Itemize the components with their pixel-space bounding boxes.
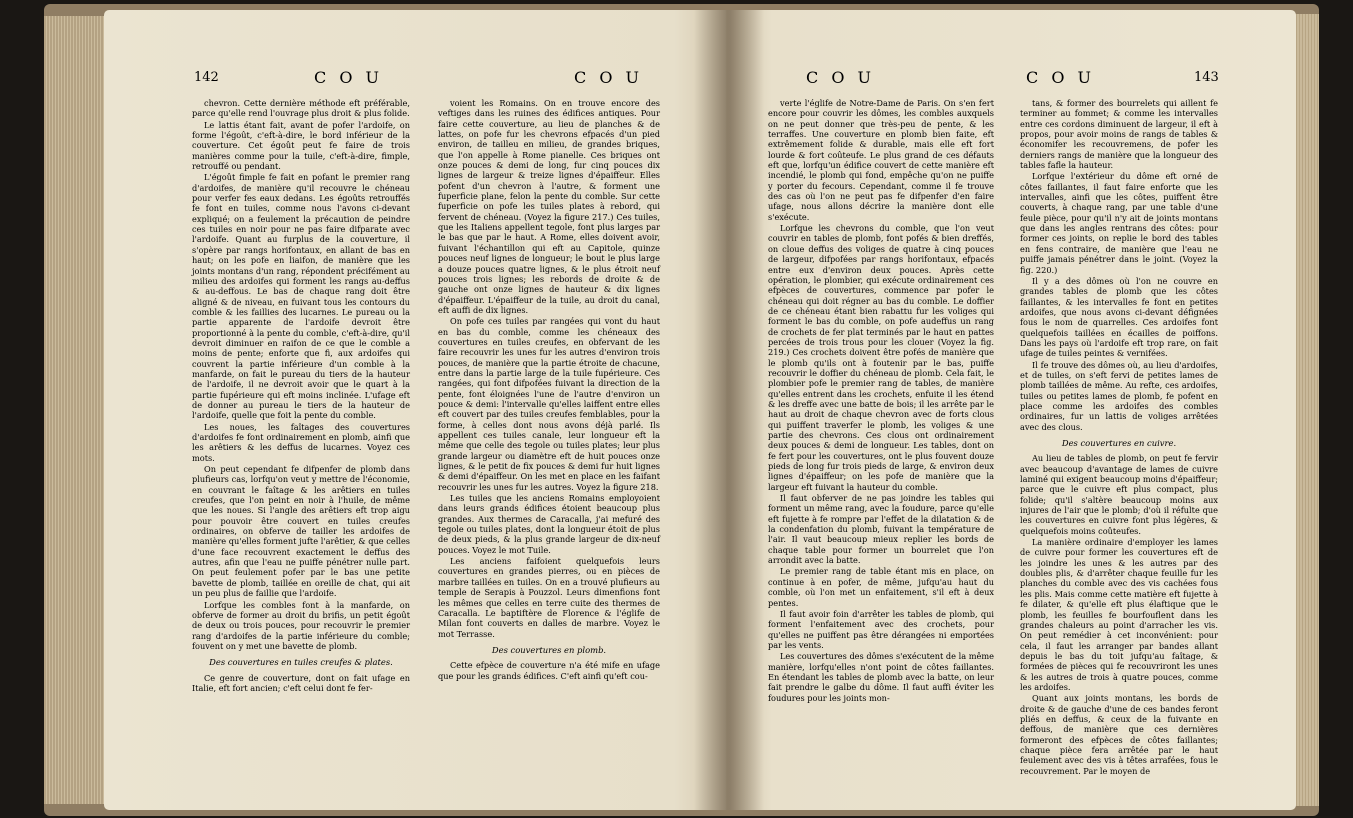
- text-column: [1020, 98, 1218, 777]
- paragraph: Le lattis étant fait, avant de pofer l'ardoife, on forme l'égoût, c'eft-à-dire, le bord inférieur de la couverture. Cet égoût peut fe faire de trois manières comme pour la tuile, c'eft-à-dire, fimple, retrouffé ou pendant.: [192, 119, 410, 172]
- page-edges-left: [44, 16, 104, 804]
- column-body: [1020, 98, 1218, 776]
- paragraph: Les couvertures des dômes s'exécutent de la même manière, lorfqu'elles n'ont point de côtes faillantes. En étendant les tables de plomb avec la batte, on leur fait prendre le galbe du dôme. Il faut auffi éviter les foudures pour les joints mon-: [768, 651, 994, 703]
- right-page: [726, 10, 1296, 810]
- left-page: [104, 10, 738, 810]
- running-header: C O U: [1026, 68, 1096, 87]
- paragraph: Les tuiles que les anciens Romains employoient dans leurs grands édifices étoient beaucoup plus grandes. Aux thermes de Caracalla, j'ai mefuré des tegole ou tuiles plates, dont la longueur étoit de plus de deux pieds, & la plus grande largeur de dix-neuf pouces. Voyez le mot Tuile.: [438, 493, 660, 555]
- running-header: C O U: [806, 68, 876, 87]
- running-header: C O U: [574, 68, 644, 87]
- paragraph: Lorfque les chevrons du comble, que l'on veut couvrir en tables de plomb, font pofés & bien dreffés, on cloue deffus des voliges de quatre à cinq pouces de largeur, difpofées par rangs horifontaux, efpacés entre eux d'environ deux pouces. Après cette opération, le plombier, qui exécute ordinairement ces efpèces de couvertures, commence par pofer le chéneau qui doit régner au bas du comble. Le doffier de ce chéneau étant bien rabattu fur les voliges qui forment le bas du comble, on pofe audeffus un rang de crochets de fer plat terminés par le haut en pattes percées de trois trous pour les clouer (Voyez la fig. 219.) Ces crochets doivent être pofés de manière que le plomb qu'ils ont à foutenir par le bas, puiffe recouvrir le doffier du chéneau de plomb. Cela fait, le plombier pofe le premier rang de tables, de manière qu'elles entrent dans les crochets, enfuite il les étend & les dreffe avec une batte de bois; il les arrête par le haut au droit de chaque chevron avec de forts clous qui puiffent traverfer le plomb, les voliges & une partie des chevrons. Ces clous ont ordinairement deux pouces & demi de longueur. Les tables, dont on fe fert pour les couvertures, ont le plus fouvent douze pieds de long fur trois pieds de large, & environ deux lignes d'épaiffeur; on les pofe de manière que la largeur eft fuivant la hauteur du comble.: [768, 223, 994, 492]
- paragraph: Cette efpèce de couverture n'a été mife en ufage que pour les grands édifices. C'eft ainfi qu'eft cou-: [438, 660, 660, 681]
- section-heading: Des couvertures en tuiles creufes & plates.: [209, 657, 393, 668]
- paragraph: On pofe ces tuiles par rangées qui vont du haut en bas du comble, comme les chéneaux des couvertures en tuiles creufes, en obfervant de les faire recouvrir les unes fur les autres d'environ trois pouces, de manière que la partie étroite de chacune, entre dans la partie large de la tuile fupérieure. Ces rangées, qui font difpofées fuivant la direction de la pente, font éloignées l'une de l'autre d'environ un pouce & demi: l'intervalle qu'elles laiffent entre elles eft couvert par des tuiles creufes femblables, pour la forme, à celles dont nous avons déjà parlé. Ils appellent ces tuiles canale, leur longueur eft la même que celle des tegole ou tuiles plates; leur plus grande largeur ou diamètre eft de huit pouces onze lignes, & le petit de fix pouces & demi fur huit lignes & demi d'épaiffeur. On les met en place en les faifant recouvrir les unes fur les autres. Voyez la figure 218.: [438, 316, 660, 492]
- paragraph: Quant aux joints montans, les bords de droite & de gauche d'une de ces bandes feront pliés en deffus, & ceux de la fuivante en deffous, de manière que ces dernières formeront des efpèces de côtes faillantes; chaque pièce fera arrêtée par le haut feulement avec des vis à têtes arrafées, fous le recouvrement. Par le moyen de: [1020, 693, 1218, 776]
- book-gutter: [694, 10, 764, 810]
- paragraph: voient les Romains. On en trouve encore des veftiges dans les ruines des édifices antiques. Pour faire cette couverture, au lieu de planches & de lattes, on pofe fur les chevrons efpacés d'un pied environ, de tailleu en milieu, de grandes briques, que l'on appelle à Rome pianelle. Ces briques ont onze pouces & demi de long, fur cinq pouces dix lignes de largeur & treize lignes d'épaiffeur. Elles pofent d'un chevron à l'autre, & forment une fuperficie plane, felon la pente du comble. Sur cette fuperficie on pofe les tuiles plates à rebord, qui fervent de chéneau. (Voyez la figure 217.) Ces tuiles, que les Italiens appellent tegole, font plus larges par le bas que par le haut. A Rome, elles doivent avoir, fuivant l'échantillon qui eft au Capitole, quinze pouces neuf lignes de longueur; le bout le plus large a douze pouces quatre lignes, & le plus étroit neuf pouces trois lignes; les rebords de droite & de gauche ont onze lignes de hauteur & dix lignes d'épaiffeur. L'épaiffeur de la tuile, au droit du canal, eft auffi de dix lignes.: [438, 98, 660, 315]
- paragraph: Il faut avoir foin d'arrêter les tables de plomb, qui forment l'enfaitement avec des crochets, pour qu'elles ne puiffent pas être dérangées ni emportées par les vents.: [768, 608, 994, 650]
- open-book: [44, 4, 1319, 816]
- paragraph: Les noues, les faîtages des couvertures d'ardoifes fe font ordinairement en plomb, ainfi que les arêtiers & les deffus de lucarnes. Voyez ces mots.: [192, 421, 410, 463]
- text-column: [192, 98, 410, 694]
- section-heading: Des couvertures en cuivre.: [1061, 438, 1177, 448]
- paragraph: Ce genre de couverture, dont on fait ufage en Italie, eft fort ancien; c'eft celui dont fe fer-: [192, 672, 410, 693]
- running-header: C O U: [314, 68, 384, 87]
- column-body: [192, 98, 410, 693]
- paragraph: L'égoût fimple fe fait en pofant le premier rang d'ardoifes, de manière qu'il recouvre le chéneau pour verfer fes eaux dedans. Les égoûts retrouffés fe font en tuiles, comme nous l'avons ci-devant expliqué; on a feulement la précaution de peindre ces tuiles en noir pour ne pas faire difparate avec l'ardoife. Quant au furplus de la couverture, il s'opère par rangs horifontaux, en allant de bas en haut; on les pofe en liaifon, de manière que les joints montans d'un rang, répondent précifément au milieu des ardoifes qui forment les rangs au-deffus & au-deffous. Le bas de chaque rang doit être aligné & de niveau, en fuivant tous les contours du comble & les faillies des lucarnes. Le pureau ou la partie apparente de l'ardoife devroit être proportionné à la pente du comble, c'eft-à-dire, qu'il devroit diminuer en raifon de ce que le comble a moins de pente; enforte que fi, aux ardoifes qui couvrent la partie inférieure d'un comble à la manfarde, on fait le pureau du tiers de la hauteur de l'ardoife, il ne devroit avoir que le quart à la partie fupérieure qui eft moins inclinée. L'ufage eft de donner au pureau le tiers de la hauteur de l'ardoife, quelle que foit la pente du comble.: [192, 172, 410, 421]
- paragraph: Lorfque les combles font à la manfarde, on obferve de former au droit du brifis, un petit égoût de deux ou trois pouces, pour recouvrir le premier rang d'ardoifes de la partie inférieure du comble; fouvent on y met une bavette de plomb.: [192, 599, 410, 651]
- paragraph: La manière ordinaire d'employer les lames de cuivre pour former les couvertures eft de les joindre les unes & les autres par des doubles plis, & d'arrêter chaque feuille fur les planches du comble avec des vis cachées fous les plis. Mais comme cette matière eft fujette à fe dilater, & qu'elle eft plus élaftique que le plomb, les feuilles fe bourfouflent dans les grandes chaleurs au point d'arracher les vis. On peut remédier à cet inconvénient: pour cela, il faut les arranger par bandes allant depuis le bas du toit jufqu'au faîtage, & formées de pièces qui fe recouvriront les unes & les autres de trois à quatre pouces, comme les ardoifes.: [1020, 537, 1218, 692]
- paragraph: Au lieu de tables de plomb, on peut fe fervir avec beaucoup d'avantage de lames de cuivre laminé qui exigent beaucoup moins d'épaiffeur; parce que le cuivre eft plus compact, plus folide; qu'il s'altère beaucoup moins aux injures de l'air que le plomb; d'où il réfulte que les couvertures en cuivre font plus légères, & quelquefois moins coûteufes.: [1020, 453, 1218, 536]
- text-column: [768, 98, 994, 704]
- paragraph: chevron. Cette dernière méthode eft préférable, parce qu'elle rend l'ouvrage plus droit & plus folide.: [192, 98, 410, 119]
- page-number: 142: [194, 70, 219, 85]
- paragraph: On peut cependant fe difpenfer de plomb dans plufieurs cas, lorfqu'on veut y mettre de l'économie, en couvrant le faîtage & les arêtiers en tuiles creufes, que l'on peint en noir à l'huile, de même que les noues. Si l'angle des arêtiers eft trop aigu pour pouvoir être couvert en tuiles creufes ordinaires, on obferve de tailler les ardoifes de manière qu'elles forment jufte l'arêtier, & que celles d'une face recouvrent exactement le deffus des autres, afin que l'eau ne puiffe pénétrer nulle part. On peut feulement pofer par le bas une petite bavette de plomb, taillée en oreille de chat, qui ait un peu plus de faillie que l'ardoife.: [192, 464, 410, 599]
- paragraph: Il y a des dômes où l'on ne couvre en grandes tables de plomb que les côtes faillantes, & les intervalles fe font en petites ardoifes, que nous avons ci-devant défignées fous le nom de quarrelles. Ces ardoifes font quelquefois taillées en écailles de poiffons. Dans les pays où l'ardoife eft trop rare, on fait ufage de tuiles peintes & vernifées.: [1020, 275, 1218, 359]
- paragraph: Le premier rang de table étant mis en place, on continue à en pofer, de même, jufqu'au haut du comble, où l'on met un enfaitement, s'il eft à deux pentes.: [768, 566, 994, 608]
- column-body: [438, 98, 660, 681]
- paragraph: tans, & former des bourrelets qui aillent fe terminer au fommet; & comme les intervalles entre ces cordons diminuent de largeur, il eft à propos, pour avoir moins de rangs de tables & économifer les recouvremens, de pofer les derniers rangs de manière que la longueur des tables fafle la hauteur.: [1020, 98, 1218, 171]
- paragraph: Il fe trouve des dômes où, au lieu d'ardoifes, et de tuiles, on s'eft fervi de petites lames de plomb taillées de même. Au refte, ces ardoifes, tuiles ou petites lames de plomb, fe pofent en place comme les ardoifes des combles ordinaires, fur un lattis de voliges arrêtées avec des clous.: [1020, 359, 1218, 432]
- paragraph: Les anciens faifoient quelquefois leurs couvertures en grandes pierres, ou en pièces de marbre taillées en tuiles. On en a trouvé plufieurs au temple de Serapis à Pouzzol. Leurs dimenfions font les mêmes que celles en terre cuite des thermes de Caracalla. Le baptiftère de Florence & l'églife de Milan font couverts en dalles de marbre. Voyez le mot Terrasse.: [438, 556, 660, 639]
- text-column: [438, 98, 660, 682]
- paragraph: Lorfque l'extérieur du dôme eft orné de côtes faillantes, il faut faire enforte que les intervalles, ainfi que les côtes, puiffent être couverts, à chaque rang, par une table d'une feule pièce, pour qu'il n'y ait de joints montans que dans les angles rentrans des côtes: pour former ces joints, on replie le bord des tables en fens contraire, de manière que l'eau ne puiffe jamais pénétrer dans le joint. (Voyez la fig. 220.): [1020, 171, 1218, 275]
- paragraph: Il faut obferver de ne pas joindre les tables qui forment un même rang, avec la foudure, parce qu'elle eft fujette à fe rompre par l'effet de la dilatation & de la condenfation du plomb, fuivant la température de l'air. Il vaut beaucoup mieux replier les bords de chaque table pour former un bourrelet que l'on arrondit avec la batte.: [768, 493, 994, 566]
- page-number: 143: [1194, 70, 1219, 85]
- section-heading: Des couvertures en plomb.: [491, 644, 607, 655]
- column-body: [768, 98, 994, 703]
- paragraph: verte l'églife de Notre-Dame de Paris. On s'en fert encore pour couvrir les dômes, les combles auxquels on ne peut donner que très-peu de pente, & les terraffes. Une couverture en plomb bien faite, eft extrêmement folide & durable, mais elle eft fort lourde & fort coûteufe. Le plus grand de ces défauts eft que, lorfqu'un édifice couvert de cette manière eft incendié, le plomb qui fond, empêche qu'on ne puiffe y porter du fecours. Cependant, comme il fe trouve des cas où l'on ne peut pas fe difpenfer d'en faire ufage, nous allons décrire la manière dont elle s'exécute.: [768, 98, 994, 222]
